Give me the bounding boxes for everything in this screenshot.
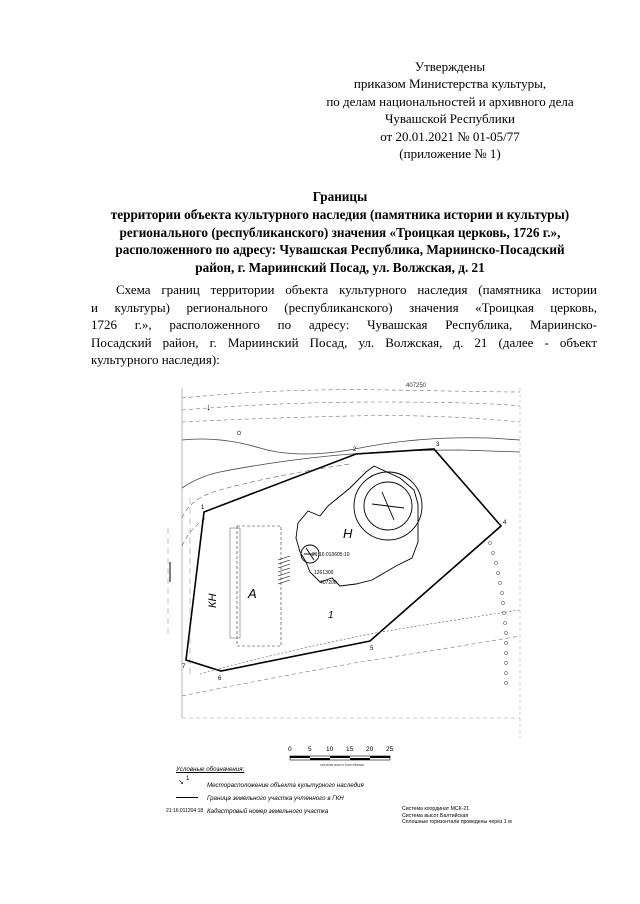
kn-label: КН [207, 593, 219, 608]
approval-line: (приложение № 1) [399, 146, 501, 162]
scale-tick: 5 [308, 746, 312, 753]
scale-tick: 25 [386, 746, 394, 753]
scale-tick: 0 [288, 746, 292, 753]
point-label: 6 [218, 676, 222, 682]
north-arrow: ↓ [206, 402, 211, 413]
point-label: 7 [182, 664, 186, 670]
approval-block [300, 58, 600, 162]
title-line: расположенного по адресу: Чувашская Республика, Мариинско-Посадский [115, 242, 565, 258]
legend-marker: 21:16:011204:18 [166, 808, 204, 814]
system-info [402, 806, 512, 826]
contour-line [182, 402, 520, 410]
scale-bar [288, 746, 394, 767]
legend-text: Кадастровый номер земельного участка [207, 808, 329, 815]
scale-bar-segment [370, 756, 390, 758]
point-label: 5 [370, 646, 374, 652]
parcel-strip [237, 526, 281, 646]
legend-marker: 1 [186, 776, 190, 782]
scale-bar-segment [330, 756, 350, 758]
paragraph-line: Посадский район, г. Мариинский Посад, ул. Волжская, д. 21 (далее - объект [91, 334, 597, 350]
zone-h-label: Н [343, 526, 353, 541]
point-label: 3 [436, 442, 440, 448]
zone-a-label: А [248, 586, 257, 601]
legend-heading: Условные обозначения: [176, 766, 245, 773]
point-label: 1 [201, 505, 205, 511]
paragraph-line: Схема границ территории объекта культурного наследия (памятника истории [116, 282, 597, 297]
approval-line: Утверждены [414, 59, 486, 74]
title-line: регионального (республиканского) значения «Троицкая церковь, 1726 г.», [119, 224, 561, 240]
approval-line: Чувашской Республики [384, 111, 516, 127]
parcel-code-label: 21:16:010605:10 [312, 552, 350, 558]
title-line: Границы [312, 189, 368, 204]
steps [278, 556, 290, 584]
scale-tick: 20 [366, 746, 374, 753]
coordinate-label: 407200 [320, 580, 337, 586]
map-top-label: 407250 [406, 383, 427, 389]
map-marker [237, 431, 241, 435]
point-label: 2 [353, 447, 357, 453]
scale-tick: 15 [346, 746, 354, 753]
system-info-line: Сплошные горизонтали проведены через 1 м [402, 819, 512, 826]
title-line: район, г. Мариинский Посад, ул. Волжская, д. 21 [195, 260, 485, 276]
contour-line [182, 390, 520, 398]
paragraph-line: 1726 г.», расположенного по адресу: Чувашская Республика, Мариинско- [91, 317, 597, 333]
system-info-line: Система координат МСК-21 [402, 806, 470, 812]
scale-caption: система высот Балтийская [320, 763, 364, 767]
church-building [296, 466, 422, 586]
fence-line [200, 610, 520, 674]
paragraph-line: и культуры) регионального (республиканского) значения «Троицкая церковь, [91, 299, 597, 315]
scale-tick: 10 [326, 746, 334, 753]
legend-marker-icon: ↘ [178, 779, 184, 786]
legend-line-icon [176, 797, 198, 798]
scale-bar-segment [310, 758, 330, 760]
contour-line [182, 416, 520, 422]
paragraph-line: культурного наследия): [91, 352, 220, 368]
boundary-polygon [186, 449, 501, 671]
approval-line: по делам национальностей и архивного дела [326, 93, 574, 109]
parcel-strip [230, 528, 240, 638]
scale-bar-segment [290, 756, 310, 758]
system-info-line: Система высот Балтийская [402, 812, 469, 819]
tree-row [488, 541, 507, 684]
point-label: 4 [503, 520, 507, 526]
legend-text: Граница земельного участка учтенного в ГКН [207, 795, 344, 802]
body-paragraph [91, 281, 597, 369]
legend-text: Месторасположение объекта культурного наследия [207, 782, 364, 789]
street-line [182, 438, 520, 454]
approval-line: от 20.01.2021 № 01-05/77 [380, 128, 520, 144]
document-title [60, 188, 620, 277]
approval-line: приказом Министерства культуры, [353, 76, 547, 92]
object-marker-label: 1 [328, 610, 334, 621]
scale-bar-segment [350, 758, 370, 760]
title-line: территории объекта культурного наследия (памятника истории и культуры) [110, 206, 570, 222]
coordinate-label: 1261300 [314, 570, 334, 576]
